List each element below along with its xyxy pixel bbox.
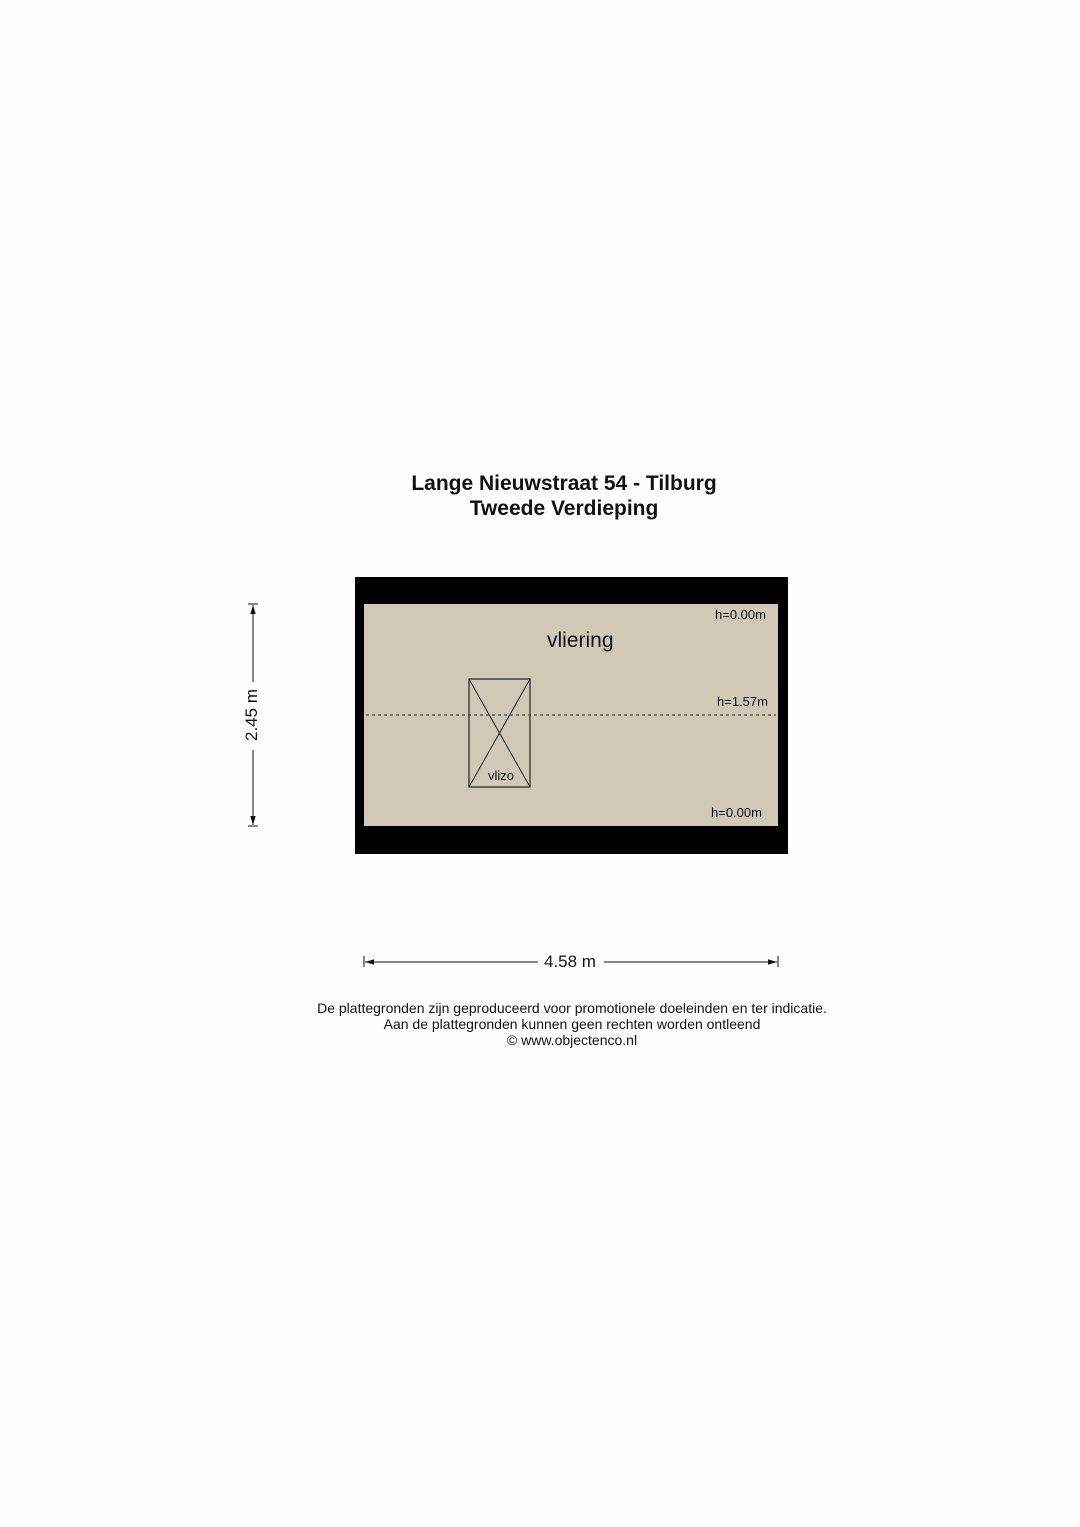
height-top-label: h=0.00m [715,607,766,622]
disclaimer-line-1: De plattegronden zijn geproduceerd voor promotionele doeleinden en ter indicatie. [317,1000,827,1016]
room-name: vliering [547,629,614,652]
disclaimer-line-2: Aan de plattegronden kunnen geen rechten worden ontleend [383,1016,761,1032]
depth-dimension-label: 2.45 m [242,684,262,746]
height-ridge-label: h=1.57m [717,694,768,709]
address-title: Lange Nieuwstraat 54 - Tilburg [411,472,717,495]
width-dimension-label: 4.58 m [539,952,601,972]
disclaimer-footer [0,1000,1080,1048]
height-bottom-label: h=0.00m [711,805,762,820]
hatch-label: vlizo [488,768,515,783]
copyright-line: © www.objectenco.nl [506,1032,638,1048]
floor-title: Tweede Verdieping [469,497,659,520]
